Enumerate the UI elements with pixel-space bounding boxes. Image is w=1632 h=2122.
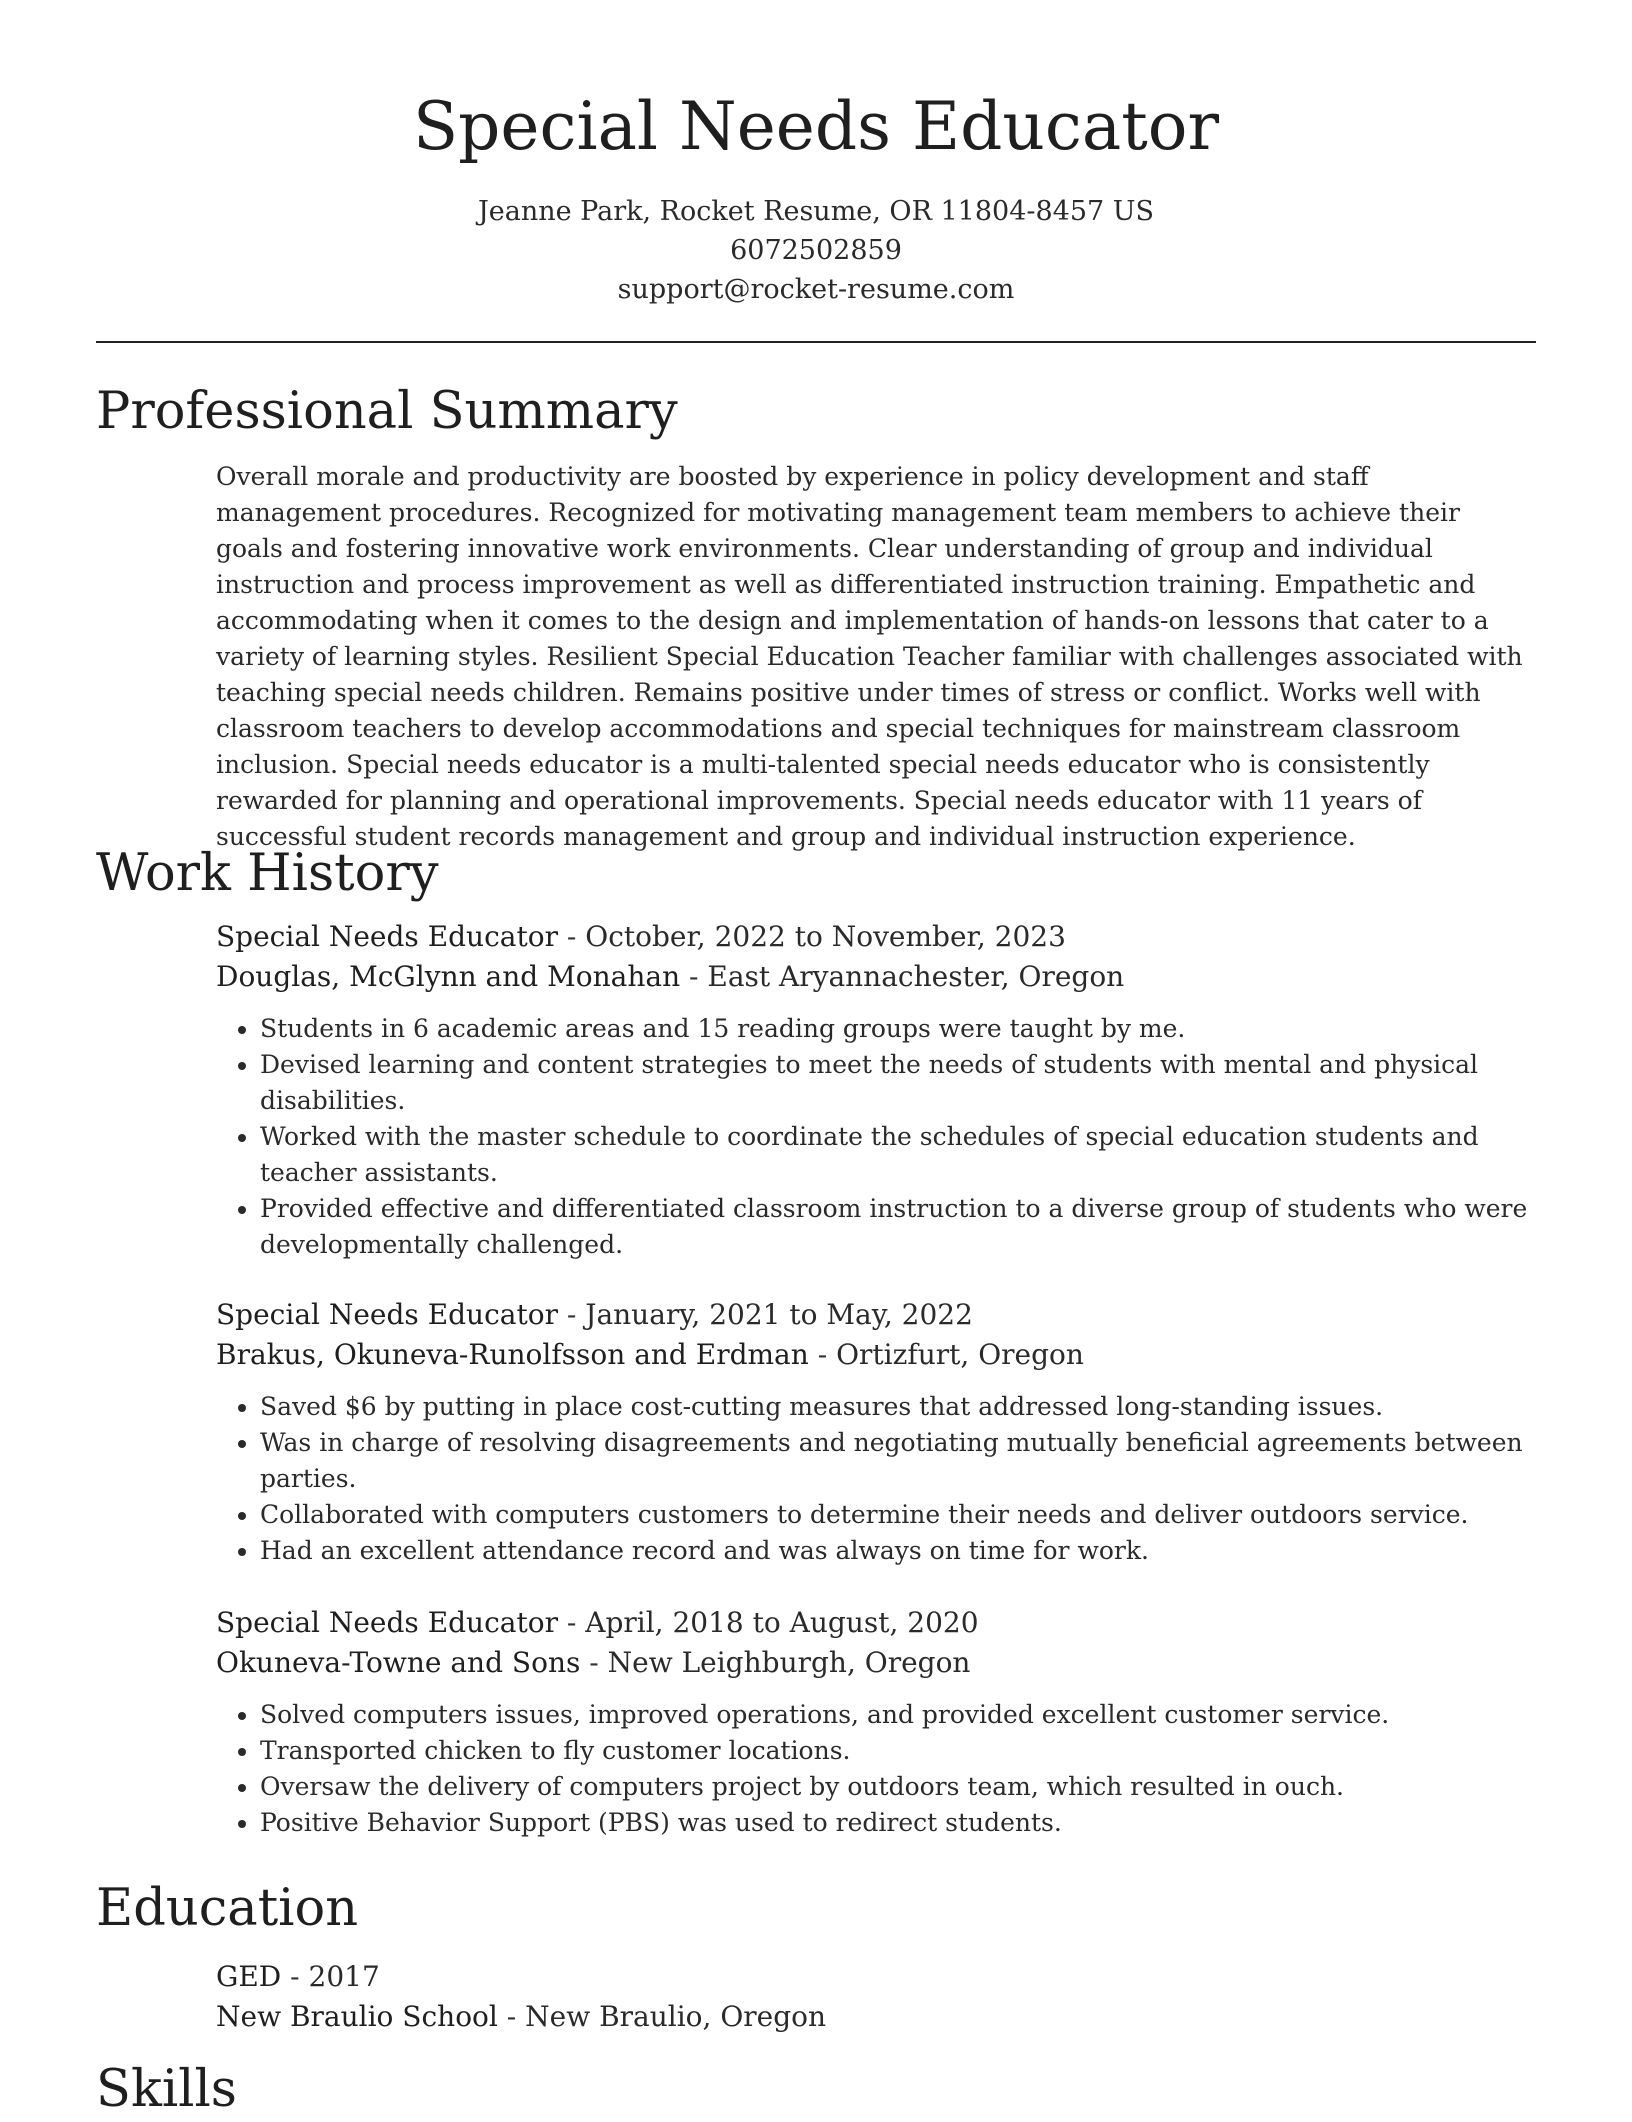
graduation-year: 2017 [308, 1960, 380, 1993]
separator: - [580, 1646, 608, 1679]
section-title-education: Education [96, 1879, 359, 1938]
employer-location: New Leighburgh, Oregon [607, 1646, 971, 1679]
header-divider [96, 341, 1536, 343]
job-entry [216, 917, 1532, 1263]
separator: - [808, 1338, 837, 1371]
list-item: • Solved computers issues, improved operations, and provided excellent customer service. [260, 1697, 1532, 1733]
separator: - [497, 2000, 526, 2033]
degree: GED [216, 1960, 282, 1993]
candidate-name: Special Needs Educator [412, 88, 1220, 165]
job-title: Special Needs Educator [216, 920, 558, 953]
list-item: • Saved $6 by putting in place cost-cutting measures that addressed long-standing issues. [260, 1389, 1532, 1425]
job-title: Special Needs Educator [216, 1606, 558, 1639]
list-item: • Was in charge of resolving disagreements and negotiating mutually beneficial agreements between parties. [260, 1425, 1532, 1497]
list-item: • Provided effective and differentiated classroom instruction to a diverse group of students who were developmentally challenged. [260, 1191, 1532, 1263]
employer-name: Douglas, McGlynn and Monahan [216, 960, 681, 993]
separator: - [680, 960, 708, 993]
separator: - [557, 1606, 586, 1639]
list-item: • Devised learning and content strategies to meet the needs of students with mental and physical disabilities. [260, 1047, 1532, 1119]
contact-info [96, 192, 1536, 309]
section-title-skills: Skills [96, 2060, 237, 2119]
list-item: • Had an excellent attendance record and was always on time for work. [260, 1533, 1532, 1569]
list-item: • Oversaw the delivery of computers project by outdoors team, which resulted in ouch. [260, 1769, 1532, 1805]
summary-text: Overall morale and productivity are boosted by experience in policy development and staff management procedures. Recognized for motivating management team members to achieve their goals and fostering innovative work environments. Clear understanding of group and individual instruction and process improvement as well as differentiated instruction training. Empathetic and accommodating when it comes to the design and implementation of hands-on lessons that cater to a variety of learning styles. Resilient Special Education Teacher familiar with challenges associated with teaching special needs children. Remains positive under times of stress or conflict. Works well with classroom teachers to develop accommodations and special techniques for mainstream classroom inclusion. Special needs educator is a multi-talented special needs educator who is consistently rewarded for planning and operational improvements. Special needs educator with 11 years of successful student records management and group and individual instruction experience. [216, 462, 1523, 851]
job-dates: January, 2021 to May, 2022 [585, 1298, 973, 1331]
job-bullets [216, 1697, 1532, 1841]
separator: - [281, 1960, 309, 1993]
job-bullets [216, 1389, 1532, 1569]
section-title-work-history: Work History [96, 844, 439, 903]
resume-header [96, 84, 1536, 309]
employer-line [216, 1335, 1532, 1375]
job-title-line [216, 1603, 1532, 1643]
separator: - [557, 920, 586, 953]
employer-location: East Aryannachester, Oregon [707, 960, 1125, 993]
employer-line [216, 957, 1532, 997]
job-title-line [216, 917, 1532, 957]
school-line [216, 1997, 1532, 2037]
list-item: • Worked with the master schedule to coordinate the schedules of special education students and teacher assistants. [260, 1119, 1532, 1191]
job-entry [216, 1603, 1532, 1841]
job-entry [216, 1295, 1532, 1569]
job-dates: October, 2022 to November, 2023 [585, 920, 1066, 953]
employer-name: Okuneva-Towne and Sons [216, 1646, 581, 1679]
job-dates: April, 2018 to August, 2020 [585, 1606, 979, 1639]
job-bullets [216, 1011, 1532, 1263]
education-entry [216, 1957, 1532, 2037]
employer-line [216, 1643, 1532, 1683]
contact-email: support@rocket-resume.com [617, 274, 1015, 305]
degree-line [216, 1957, 1532, 1997]
employer-location: Ortizfurt, Oregon [836, 1338, 1084, 1371]
list-item: • Students in 6 academic areas and 15 reading groups were taught by me. [260, 1011, 1532, 1047]
job-title: Special Needs Educator [216, 1298, 558, 1331]
contact-phone: 6072502859 [730, 235, 902, 266]
job-title-line [216, 1295, 1532, 1335]
school-location: New Braulio, Oregon [525, 2000, 827, 2033]
separator: - [557, 1298, 586, 1331]
list-item: • Collaborated with computers customers to determine their needs and deliver outdoors service. [260, 1497, 1532, 1533]
employer-name: Brakus, Okuneva-Runolfsson and Erdman [216, 1338, 809, 1371]
school-name: New Braulio School [216, 2000, 498, 2033]
summary-block [216, 459, 1532, 855]
contact-address: Jeanne Park, Rocket Resume, OR 11804-8457 US [477, 196, 1155, 227]
list-item: • Transported chicken to fly customer locations. [260, 1733, 1532, 1769]
list-item: • Positive Behavior Support (PBS) was used to redirect students. [260, 1805, 1532, 1841]
section-title-summary: Professional Summary [96, 382, 678, 441]
